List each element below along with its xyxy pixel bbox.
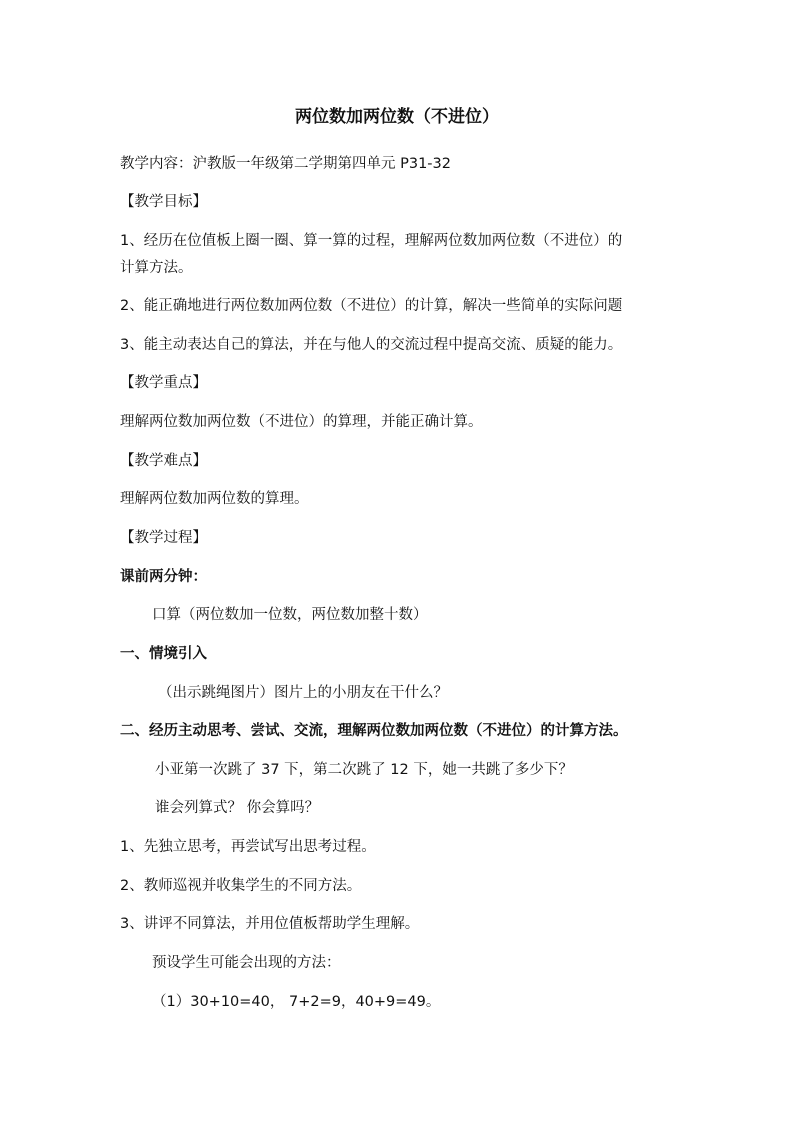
document-title: 两位数加两位数（不进位）	[295, 107, 499, 127]
question-text: 谁会列算式？ 你会算吗？	[155, 800, 320, 816]
difficulty-text: 理解两位数加两位数的算理。	[120, 491, 309, 507]
step-2: 2、教师巡视并收集学生的不同方法。	[120, 878, 362, 894]
method-1: （1）30+10=40， 7+2=9，40+9=49。	[152, 994, 441, 1010]
pre-class-heading: 课前两分钟：	[120, 569, 207, 585]
preset-methods-text: 预设学生可能会出现的方法：	[152, 955, 341, 971]
goal-2: 2、能正确地进行两位数加两位数（不进位）的计算，解决一些简单的实际问题	[120, 298, 623, 314]
teaching-goals-heading: 【教学目标】	[120, 194, 207, 210]
key-points-text: 理解两位数加两位数（不进位）的算理，并能正确计算。	[120, 414, 483, 430]
difficulty-heading: 【教学难点】	[120, 453, 207, 469]
step-1: 1、先独立思考，再尝试写出思考过程。	[120, 839, 376, 855]
key-points-heading: 【教学重点】	[120, 375, 207, 391]
section-1-text: （出示跳绳图片）图片上的小朋友在干什么？	[158, 685, 448, 701]
section-1-heading: 一、情境引入	[120, 646, 207, 662]
goal-1-line-2: 计算方法。	[120, 260, 193, 276]
pre-class-text: 口算（两位数加一位数，两位数加整十数）	[152, 607, 428, 623]
process-heading: 【教学过程】	[120, 530, 207, 546]
goal-1-line-1: 1、经历在位值板上圈一圈、算一算的过程，理解两位数加两位数（不进位）的	[120, 233, 623, 249]
goal-3: 3、能主动表达自己的算法，并在与他人的交流过程中提高交流、质疑的能力。	[120, 337, 623, 353]
section-2-heading: 二、经历主动思考、尝试、交流，理解两位数加两位数（不进位）的计算方法。	[120, 723, 628, 739]
problem-text: 小亚第一次跳了 37 下，第二次跳了 12 下，她一共跳了多少下？	[155, 762, 573, 778]
teaching-content-line: 教学内容：沪教版一年级第二学期第四单元 P31-32	[120, 156, 451, 172]
step-3: 3、讲评不同算法，并用位值板帮助学生理解。	[120, 916, 420, 932]
